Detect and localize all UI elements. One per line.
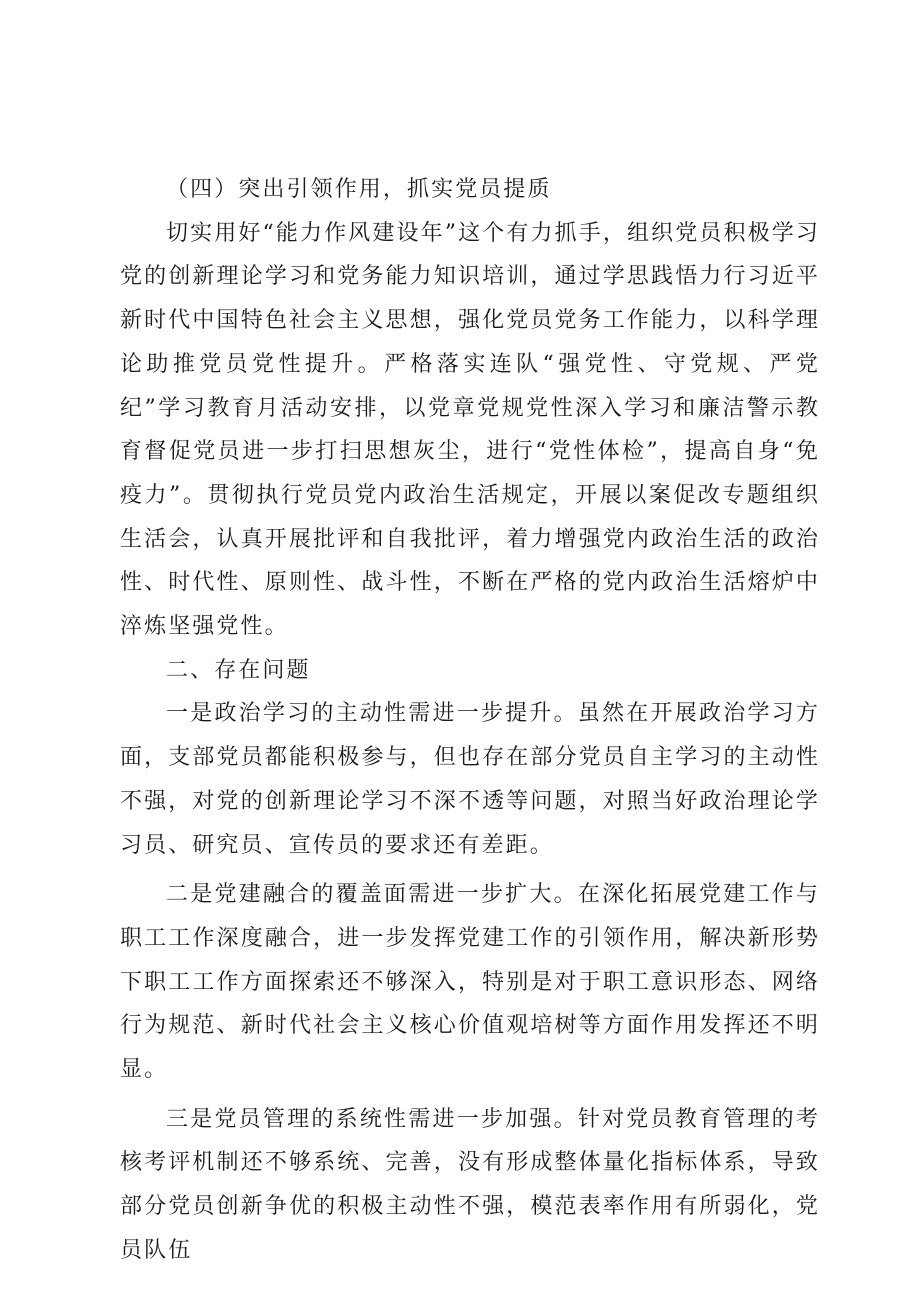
document-body	[120, 168, 820, 1273]
problem-three-paragraph: 三是党员管理的系统性需进一步加强。针对党员教育管理的考核考评机制还不够系统、完善，没有形成整体量化指标体系，导致部分党员创新争优的积极主动性不强，模范表率作用有所弱化，党员队伍	[120, 1106, 820, 1263]
section-four-heading: （四）突出引领作用，抓实党员提质	[166, 177, 552, 202]
problem-two-paragraph: 二是党建融合的覆盖面需进一步扩大。在深化拓展党建工作与职工工作深度融合，进一步发挥党建工作的引领作用，解决新形势下职工工作方面探索还不够深入，特别是对于职工意识形态、网络行为规范、新时代社会主义核心价值观培树等方面作用发挥还不明显。	[120, 882, 820, 1083]
problem-one-paragraph: 一是政治学习的主动性需进一步提升。虽然在开展政治学习方面，支部党员都能积极参与，但也存在部分党员自主学习的主动性不强，对党的创新理论学习不深不透等问题，对照当好政治理论学习员、研究员、宣传员的要求还有差距。	[120, 701, 820, 858]
section-four-paragraph: 切实用好“能力作风建设年”这个有力抓手，组织党员积极学习党的创新理论学习和党务能力知识培训，通过学思践悟力行习近平新时代中国特色社会主义思想，强化党员党务工作能力，以科学理论助推党员党性提升。严格落实连队“强党性、守党规、严党纪”学习教育月活动安排，以党章党规党性深入学习和廉洁警示教育督促党员进一步打扫思想灰尘，进行“党性体检”，提高自身“免疫力”。贯彻执行党员党内政治生活规定，开展以案促改专题组织生活会，认真开展批评和自我批评，着力增强党内政治生活的政治性、时代性、原则性、战斗性，不断在严格的党内政治生活熔炉中淬炼坚强党性。	[120, 220, 820, 640]
part-two-heading: 二、存在问题	[166, 657, 311, 683]
